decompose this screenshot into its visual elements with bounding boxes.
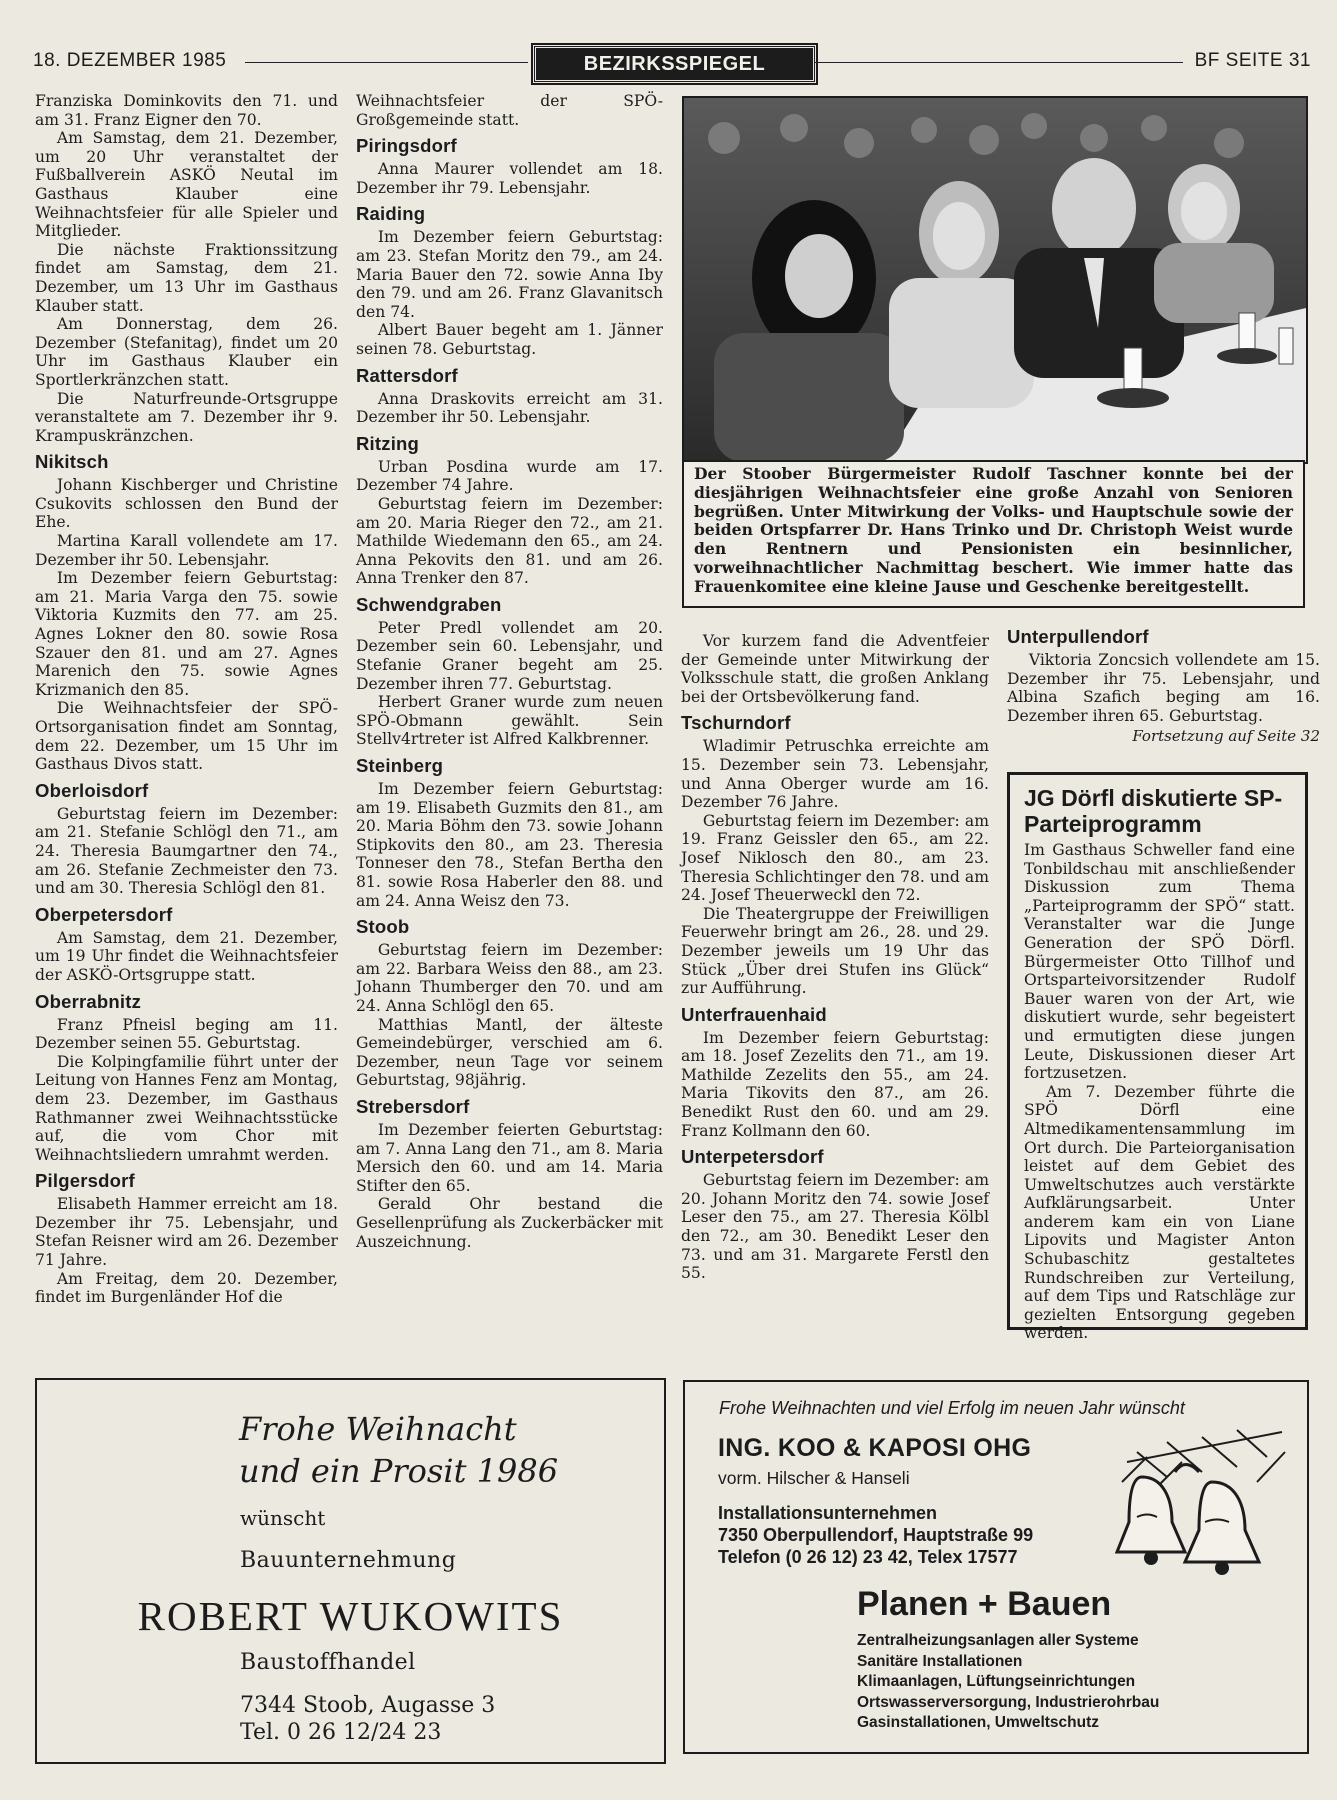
column-3: [681, 632, 989, 1283]
paragraph: Die Weihnachtsfeier der SPÖ-Ortsorganisation findet am Sonntag, dem 22. Dezember, um 15 Uhr im Gasthaus Divos statt.: [35, 699, 338, 774]
ad-wishes: wünscht: [240, 1506, 326, 1530]
heading-stoob: Stoob: [356, 916, 410, 938]
paragraph: Wladimir Petruschka erreichte am 15. Dezember sein 73. Lebensjahr, und Anna Oberger wurde am 16. Dezember 76 Jahre.: [681, 737, 989, 812]
ad-slogan: Planen + Bauen: [857, 1585, 1112, 1623]
paragraph: Anna Draskovits erreicht am 31. Dezember ihr 50. Lebensjahr.: [356, 389, 663, 427]
heading-ritzing: Ritzing: [356, 432, 420, 454]
paragraph: Am Freitag, dem 20. Dezember, findet im Burgenländer Hof die: [35, 1269, 338, 1307]
paragraph: Franziska Dominkovits den 71. und am 31. Franz Eigner den 70.: [35, 92, 338, 129]
ad-address: 7344 Stoob, Augasse 3: [240, 1693, 496, 1718]
paragraph: Martina Karall vollendete am 17. Dezember ihr 50. Lebensjahr.: [35, 532, 338, 569]
paragraph: Im Dezember feiern Geburtstag: am 18. Josef Zezelits den 71., am 19. Mathilde Zezelits den 55., am 24. Maria Tikovits den 87., am 26. Benedikt Rust den 60. und am 29. Franz Kollmann den 60.: [681, 1028, 989, 1140]
ad-contact: [718, 1502, 1033, 1568]
heading-oberrabnitz: Oberrabnitz: [35, 990, 142, 1012]
service-item: Ortswasserversorgung, Industrierohrbau: [857, 1693, 1160, 1711]
paragraph: Elisabeth Hammer erreicht am 18. Dezember ihr 75. Lebensjahr, und Stefan Reisner wird am 26. Dezember 71 Jahre.: [35, 1195, 338, 1270]
heading-schwendgraben: Schwendgraben: [356, 593, 502, 615]
column-1: [35, 92, 338, 1307]
ad-phone: Tel. 0 26 12/24 23: [240, 1720, 442, 1745]
paragraph: Franz Pfneisl beging am 11. Dezember seinen 55. Geburtstag.: [35, 1015, 338, 1053]
paragraph: Am 7. Dezember führte die SPÖ Dörfl eine Altmedikamentensammlung im Ort durch. Die Parteiorganisation leistet auf dem Gebiet des Umweltschutzes auch verstärkte Aufklärungsarbeit. Unter anderem kam ein von Liane Lipovits und Magister Anton Schubaschitz gestaltetes Rundschreiben zur Verteilung, auf dem Tips und Ratschläge zur gezielten Entsorgung gegeben werden.: [1024, 1082, 1295, 1343]
paragraph: Am Samstag, dem 21. Dezember, um 19 Uhr findet die Weihnachtsfeier der ASKÖ-Ortsgruppe statt.: [35, 928, 338, 984]
boxed-article: [1007, 772, 1308, 1343]
paragraph: Die nächste Fraktionssitzung findet am Samstag, dem 21. Dezember, um 13 Uhr im Gasthaus Klauber statt.: [35, 240, 338, 315]
heading-raiding: Raiding: [356, 203, 426, 225]
paragraph: Im Dezember feierten Geburtstag: am 7. Anna Lang den 71., am 8. Maria Mersich den 60. und am 14. Maria Stifter den 65.: [356, 1120, 663, 1195]
paragraph: Matthias Mantl, der älteste Gemeindebürger, verschied am 6. Dezember, neun Tage vor seinem Geburtstag, 98jährig.: [356, 1015, 663, 1090]
paragraph: Im Dezember feiern Geburtstag: am 21. Maria Varga den 75. sowie Viktoria Kuzmits den 77. am 25. Agnes Lokner den 80. sowie Rosa Szauer den 81. und am 27. Agnes Marenich den 75. sowie Agnes Krizmanich den 85.: [35, 569, 338, 699]
paragraph: Die Theatergruppe der Freiwilligen Feuerwehr bringt am 26., 28. und 29. Dezember jeweils um 19 Uhr das Stück „Über drei Stufen ins Glück“ zur Aufführung.: [681, 904, 989, 998]
ad-greeting: Frohe Weihnachten und viel Erfolg im neuen Jahr wünscht: [719, 1398, 1185, 1418]
paragraph: Urban Posdina wurde am 17. Dezember 74 Jahre.: [356, 457, 663, 495]
paragraph: Anna Maurer vollendet am 18. Dezember ihr 79. Lebensjahr.: [356, 160, 663, 197]
heading-pilgersdorf: Pilgersdorf: [35, 1170, 135, 1192]
paragraph: Weihnachtsfeier der SPÖ-Großgemeinde statt.: [356, 92, 663, 129]
ad-trade: Baustoffhandel: [240, 1650, 416, 1675]
heading-unterpullendorf: Unterpullendorf: [1007, 626, 1149, 647]
page-number: BF SEITE 31: [1194, 50, 1311, 71]
photo-seniors-christmas-party: [684, 98, 1306, 462]
paragraph: Im Dezember feiern Geburtstag: am 23. Stefan Moritz den 79., am 24. Maria Bauer den 72. sowie Anna Iby den 79. und am 26. Franz Glavanitsch den 74.: [356, 228, 663, 321]
paragraph: Viktoria Zoncsich vollendete am 15. Dezember ihr 75. Lebensjahr, und Albina Szafich beging am 16. Dezember ihren 65. Geburtstag.: [1007, 651, 1320, 725]
paragraph: Geburtstag feiern im Dezember: am 20. Maria Rieger den 72., am 21. Mathilde Wiedemann den 65., am 24. Anna Pekovits den 81. und am 26. Anna Trenker den 87.: [356, 494, 663, 588]
continued-note: Fortsetzung auf Seite 32: [1132, 727, 1320, 746]
ad-company-name: ROBERT WUKOWITS: [137, 1593, 564, 1639]
paragraph: Am Donnerstag, dem 26. Dezember (Stefanitag), findet um 20 Uhr im Gasthaus Klauber ein Sportlerkränzchen statt.: [35, 315, 338, 389]
section-title: BEZIRKSSPIEGEL: [533, 45, 816, 83]
service-item: Gasinstallationen, Umweltschutz: [857, 1714, 1100, 1731]
ad-greeting: [239, 1408, 558, 1492]
heading-oberpetersdorf: Oberpetersdorf: [35, 903, 173, 925]
ad-address: 7350 Oberpullendorf, Hauptstraße 99: [718, 1525, 1034, 1545]
christmas-bells-icon: [1107, 1422, 1297, 1590]
paragraph: Geburtstag feiern im Dezember: am 21. Stefanie Schlögl den 71., am 24. Theresia Baumgartner den 74., am 26. Stefanie Zechmeister den 73. und am 30. Theresia Schlögl den 81.: [35, 804, 338, 898]
ad-contact: [240, 1692, 495, 1746]
ad-company-name: ING. KOO & KAPOSI OHG: [718, 1434, 1032, 1462]
ad-services-list: [857, 1631, 1159, 1734]
photo-caption: Der Stoober Bürgermeister Rudolf Taschner konnte bei der diesjährigen Weihnachtsfeier eine große Anzahl von Senioren begrüßen. Unter Mitwirkung der Volks- und Hauptschule sowie der beiden Ortspfarrer Dr. Hans Trinko und Dr. Christoph Weist wurde den Rentnern und Pensionisten ein besinnlicher, vorweihnachtlicher Nachmittag beschert. Wie immer hatte das Frauenkomitee eine kleine Jause und Geschenke bereitgestellt.: [682, 460, 1305, 608]
ad-line: Installationsunternehmen: [718, 1503, 938, 1523]
paragraph: Vor kurzem fand die Adventfeier der Gemeinde unter Mitwirkung der Volksschule statt, die großen Anklang bei der Ortsbevölkerung fand.: [681, 632, 989, 706]
paragraph: Geburtstag feiern im Dezember: am 20. Johann Moritz den 74. sowie Josef Leser den 75., am 27. Theresia Kölbl den 72., am 30. Benedikt Leser den 73. und am 31. Margarete Ferstl den 55.: [681, 1171, 989, 1283]
header-rule-right: [815, 62, 1183, 63]
heading-unterpetersdorf: Unterpetersdorf: [681, 1146, 824, 1168]
paragraph: Peter Predl vollendet am 20. Dezember sein 60. Lebensjahr, und Stefanie Graner begeht am 25. Dezember ihren 77. Geburtstag.: [356, 618, 663, 693]
column-2: [356, 92, 663, 1251]
ad-greeting-line2: und ein Prosit 1986: [239, 1452, 559, 1490]
ad-business-type: Bauunternehmung: [240, 1548, 457, 1573]
paragraph: Die Kolpingfamilie führt unter der Leitung von Hannes Fenz am Montag, dem 23. Dezember, im Gasthaus Rathmanner zwei Weihnachtsstücke auf, die vom Chor mit Weihnachtsliedern umrahmt werden.: [35, 1052, 338, 1164]
service-item: Zentralheizungsanlagen aller Systeme: [857, 1632, 1139, 1649]
heading-oberloisdorf: Oberloisdorf: [35, 779, 149, 801]
service-item: Klimaanlagen, Lüftungseinrichtungen: [857, 1673, 1136, 1690]
ad-koo-kaposi: [683, 1380, 1309, 1754]
heading-nikitsch: Nikitsch: [35, 451, 109, 473]
paragraph: Am Samstag, dem 21. Dezember, um 20 Uhr veranstaltet der Fußballverein ASKÖ Neutal im Gasthaus Klauber eine Weihnachtsfeier für alle Spieler und Mitglieder.: [35, 129, 338, 241]
ad-wukowits: [35, 1378, 666, 1764]
paragraph: Geburtstag feiern im Dezember: am 19. Franz Geissler den 65., am 22. Josef Niklosch den 80., am 23. Theresia Schlichtinger den 78. und am 24. Josef Theuerweckl den 72.: [681, 811, 989, 905]
article-title: JG Dörfl diskutierte SP-Parteiprogramm: [1024, 785, 1283, 837]
heading-steinberg: Steinberg: [356, 755, 444, 777]
paragraph: Im Dezember feiern Geburtstag: am 19. Elisabeth Guzmits den 81., am 20. Maria Böhm den 73. sowie Johann Stipkovits den 80., am 23. Theresia Tonneser den 78., Stefan Bertha den 81. sowie Rosa Haberler den 88. und am 24. Anna Weisz den 73.: [356, 780, 663, 910]
issue-date: 18. DEZEMBER 1985: [33, 50, 227, 71]
service-item: Sanitäre Installationen: [857, 1652, 1023, 1670]
paragraph: Im Gasthaus Schweller fand eine Tonbildschau mit anschließender Diskussion zum Thema „Parteiprogramm der SPÖ“ statt. Veranstalter war die Junge Generation der SPÖ Dörfl. Bürgermeister Otto Tillhof und Ortsparteivorsitzender Rudolf Bauer waren von der Art, wie diskutiert wurde, sehr begeistert und ermutigten diese jungen Leute, Diskussionen dieser Art fortzusetzen.: [1024, 841, 1295, 1083]
ad-greeting-line1: Frohe Weihnacht: [239, 1410, 517, 1448]
paragraph: Gerald Ohr bestand die Gesellenprüfung als Zuckerbäcker mit Auszeichnung.: [356, 1195, 663, 1251]
paragraph: Albert Bauer begeht am 1. Jänner seinen 78. Geburtstag.: [356, 321, 663, 358]
paragraph: Geburtstag feiern im Dezember: am 22. Barbara Weiss den 88., am 23. Johann Thumberger den 70. und am 24. Anna Schlögl den 65.: [356, 941, 663, 1015]
paragraph: Johann Kischberger und Christine Csukovits schlossen den Bund der Ehe.: [35, 476, 338, 532]
news-photo: [682, 96, 1308, 464]
heading-piringsdorf: Piringsdorf: [356, 135, 457, 157]
ad-phone: Telefon (0 26 12) 23 42, Telex 17577: [718, 1547, 1018, 1567]
heading-rattersdorf: Rattersdorf: [356, 364, 458, 386]
paragraph: Herbert Graner wurde zum neuen SPÖ-Obmann gewählt. Sein Stellv4rtreter ist Alfred Kalkbrenner.: [356, 693, 663, 749]
column-4: [1007, 626, 1320, 746]
heading-tschurndorf: Tschurndorf: [681, 712, 791, 734]
heading-strebersdorf: Strebersdorf: [356, 1095, 470, 1117]
heading-unterfrauenhaid: Unterfrauenhaid: [681, 1003, 827, 1025]
header-rule-left: [245, 62, 528, 63]
paragraph: Die Naturfreunde-Ortsgruppe veranstaltete am 7. Dezember ihr 9. Krampuskränzchen.: [35, 389, 338, 445]
ad-former-name: vorm. Hilscher & Hanseli: [718, 1468, 910, 1488]
